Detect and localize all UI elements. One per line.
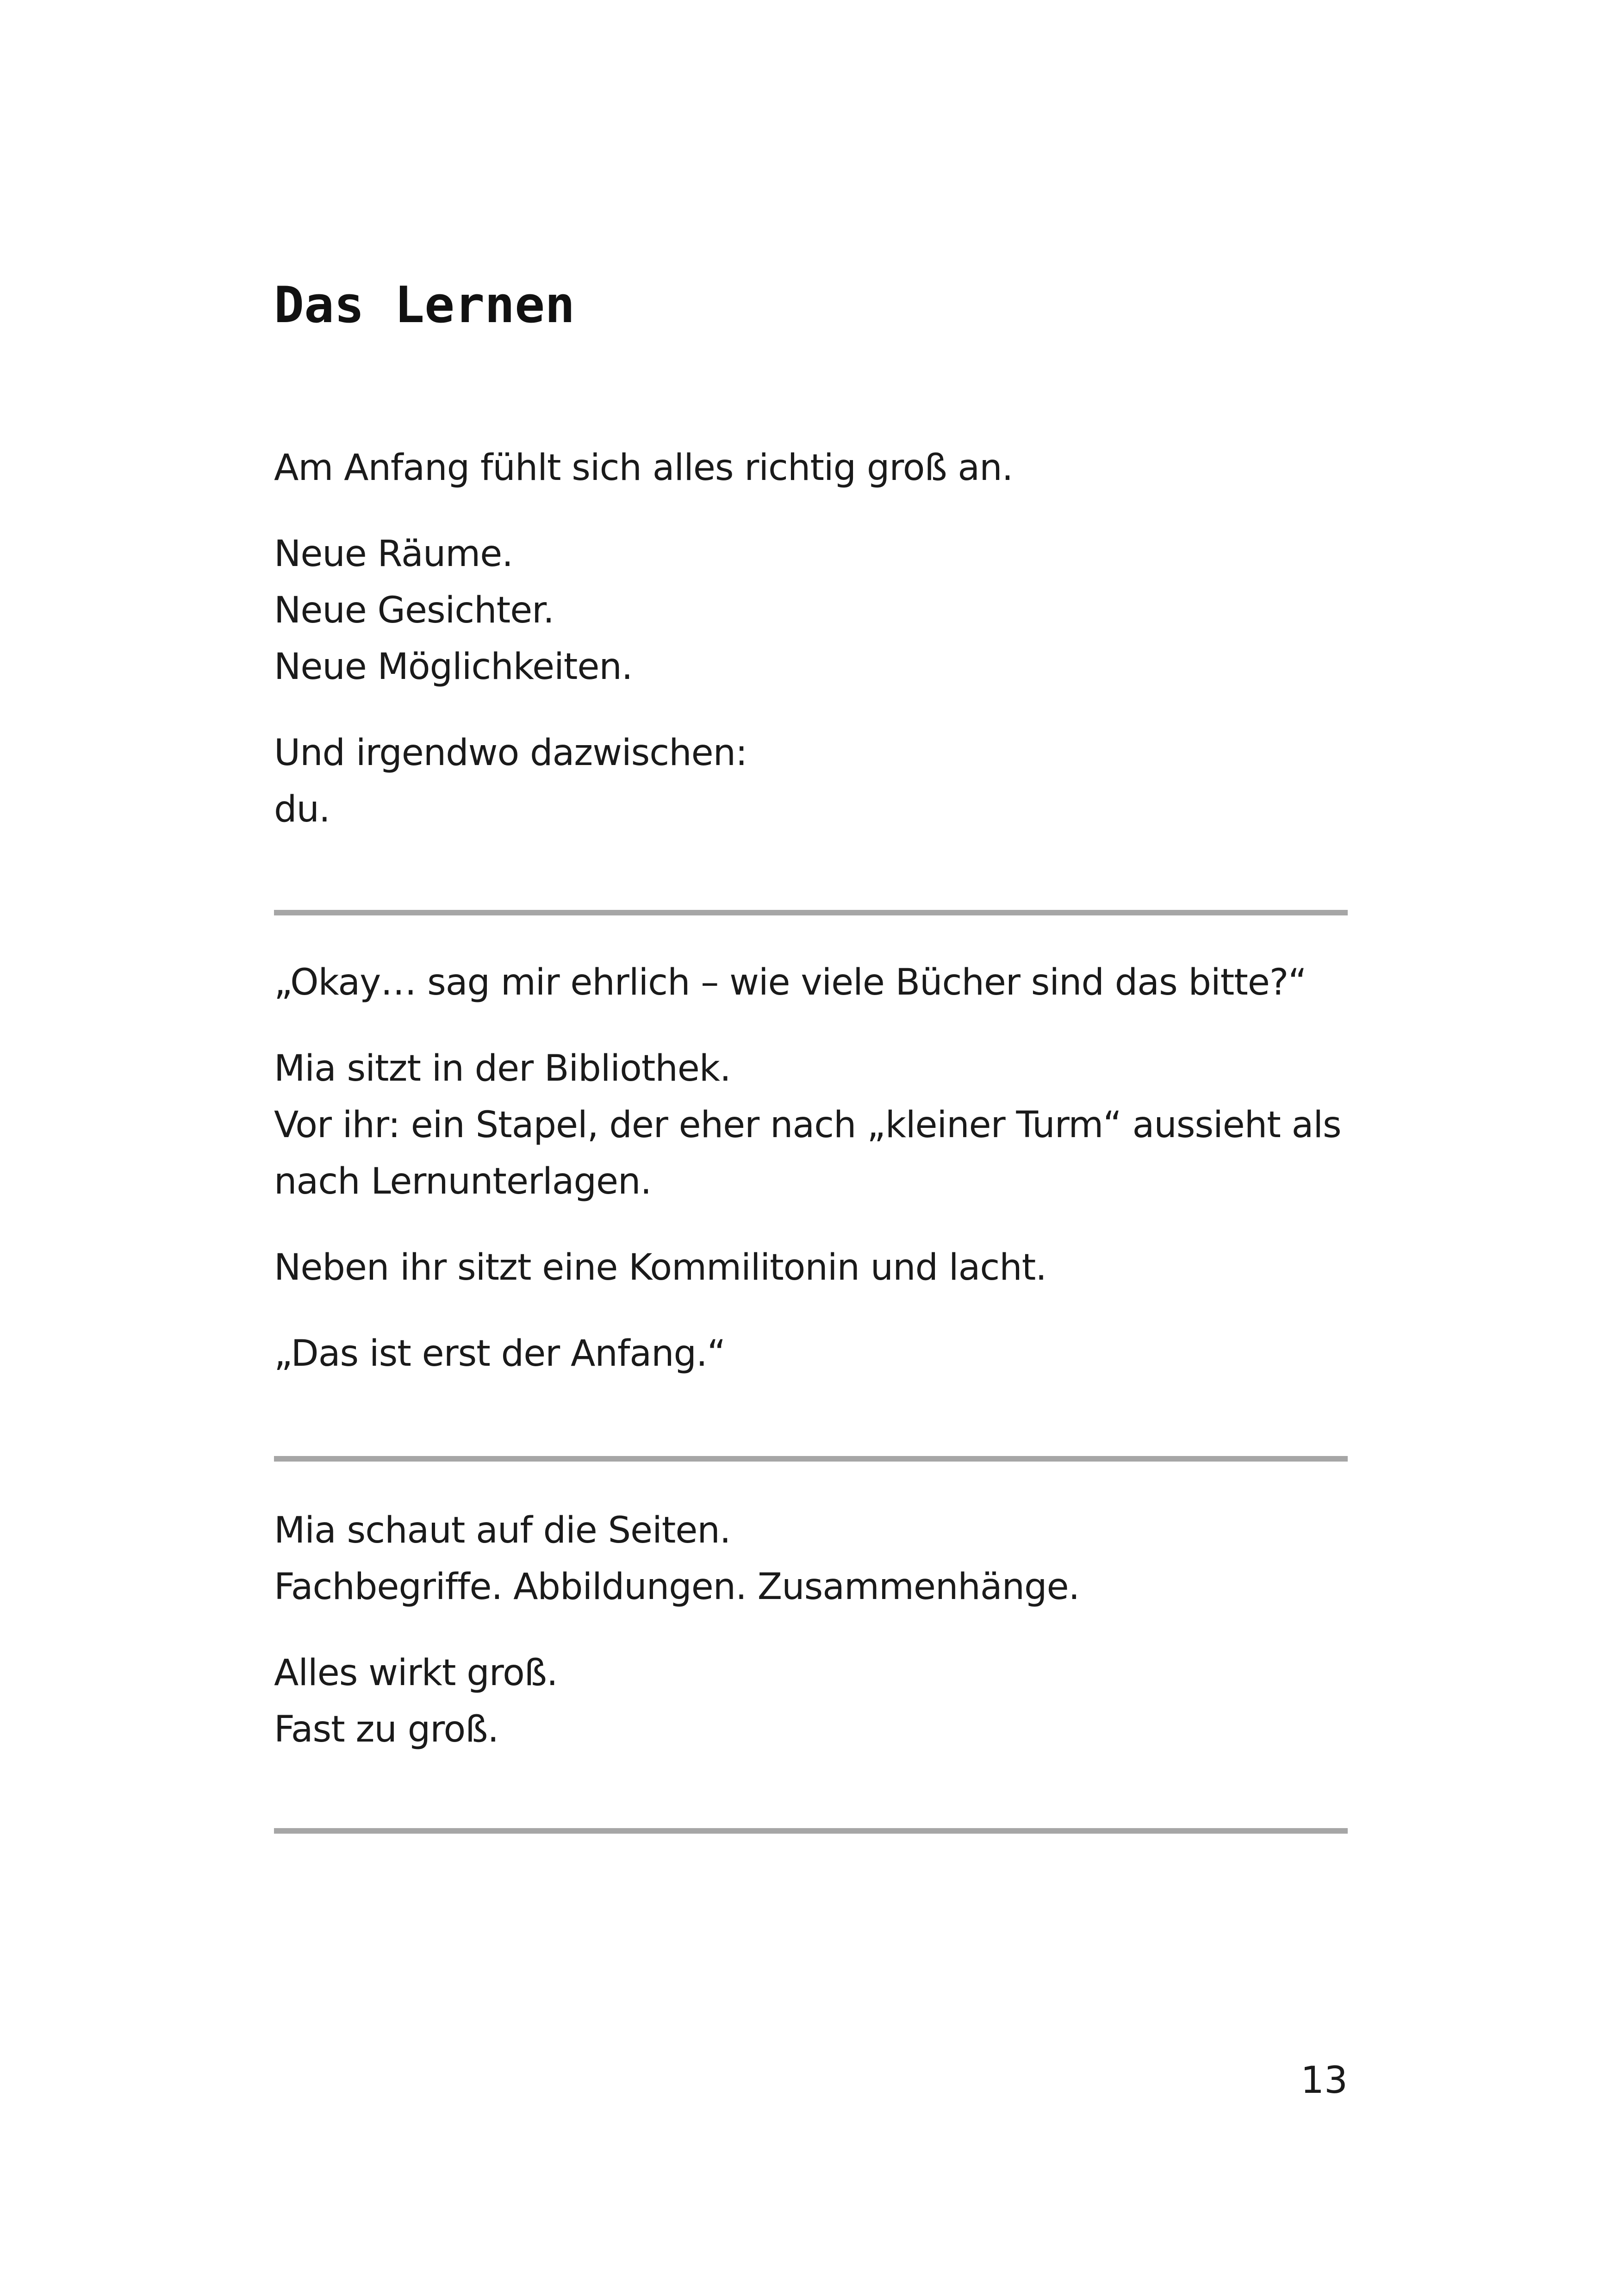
text-line: Alles wirkt groß. — [274, 1652, 558, 1694]
text-line: Mia sitzt in der Bibliothek. — [274, 1048, 731, 1089]
text-line: Neben ihr sitzt eine Kommilitonin und lacht. — [274, 1247, 1047, 1288]
text-line: Mia schaut auf die Seiten. — [274, 1510, 731, 1551]
paragraph — [274, 954, 1348, 1011]
section-2 — [274, 954, 1348, 1382]
section-1 — [274, 440, 1348, 838]
paragraph — [274, 440, 1348, 496]
text-line: Vor ihr: ein Stapel, der eher nach „kleiner Turm“ aussieht als nach Lernunterlagen. — [274, 1104, 1341, 1202]
paragraph — [274, 1239, 1348, 1296]
paragraph — [274, 1502, 1348, 1615]
paragraph — [274, 1645, 1348, 1758]
text-line: du. — [274, 789, 330, 830]
section-divider — [274, 1456, 1348, 1462]
text-line: Fachbegriffe. Abbildungen. Zusammenhänge. — [274, 1566, 1080, 1608]
text-line: Neue Gesichter. — [274, 590, 554, 631]
text-line: Neue Räume. — [274, 533, 513, 575]
section-divider — [274, 910, 1348, 915]
paragraph — [274, 1325, 1348, 1382]
section-divider — [274, 1828, 1348, 1834]
chapter-title: Das Lernen — [274, 276, 575, 334]
paragraph — [274, 526, 1348, 695]
text-line: „Okay… sag mir ehrlich – wie viele Bücher sind das bitte?“ — [274, 962, 1307, 1003]
text-line: Fast zu groß. — [274, 1709, 499, 1750]
text-line: Neue Möglichkeiten. — [274, 646, 633, 688]
paragraph — [274, 725, 1348, 838]
text-line: Und irgendwo dazwischen: — [274, 732, 747, 774]
text-line: Am Anfang fühlt sich alles richtig groß an. — [274, 447, 1013, 489]
page-number: 13 — [1301, 2059, 1348, 2102]
paragraph — [274, 1040, 1348, 1210]
text-line: „Das ist erst der Anfang.“ — [274, 1333, 726, 1375]
section-3 — [274, 1502, 1348, 1758]
